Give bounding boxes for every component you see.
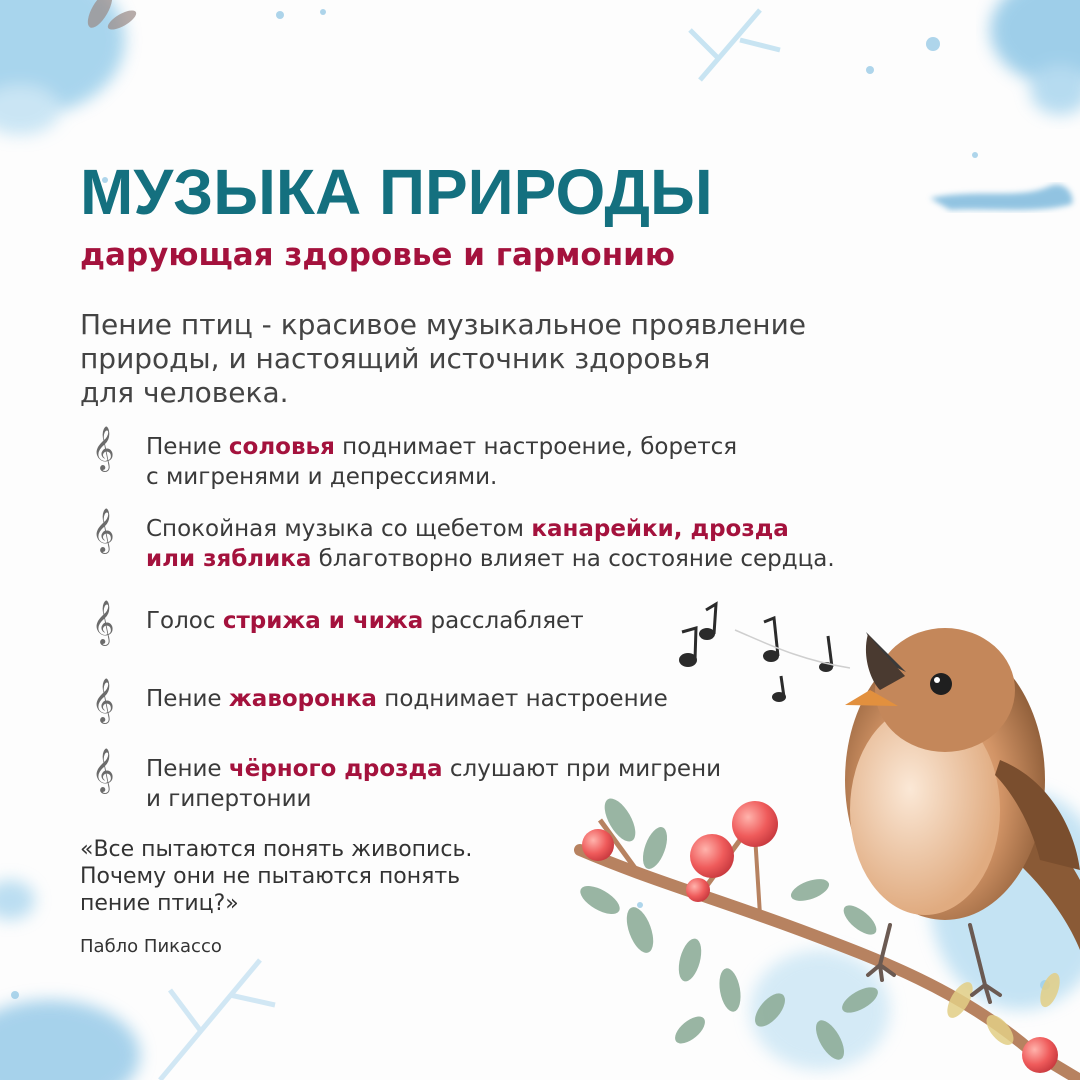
bird-eye <box>930 673 952 695</box>
text-segment: поднимает настроение, борется <box>334 434 738 460</box>
treble-clef-icon: 𝄞 <box>92 426 115 470</box>
text-segment: расслабляет <box>423 608 584 634</box>
text-segment: поднимает настроение <box>376 686 668 712</box>
treble-clef-icon: 𝄞 <box>92 508 115 552</box>
quote-line: «Все пытаются понять живопись. <box>80 837 473 862</box>
quote <box>80 836 472 917</box>
intro-line: природы, и настоящий источник здоровья <box>80 342 711 375</box>
music-notes <box>679 604 850 702</box>
watercolor-stroke-right <box>930 185 1073 210</box>
list-item <box>92 600 584 644</box>
berry-icon <box>686 878 710 902</box>
treble-clef-icon: 𝄞 <box>92 678 115 722</box>
list-item-line <box>146 784 721 814</box>
page-subtitle: дарующая здоровье и гармонию <box>80 237 675 273</box>
list-item <box>92 678 668 722</box>
list-item-line <box>146 754 721 784</box>
list-item <box>92 426 738 492</box>
intro-text <box>80 308 960 410</box>
quote-author: Пабло Пикассо <box>80 936 222 957</box>
text-segment: Пение <box>146 686 229 712</box>
text-segment: с мигренями и депрессиями. <box>146 464 498 490</box>
bird-name-highlight: чёрного дрозда <box>228 756 443 782</box>
text-segment: и гипертонии <box>146 786 312 812</box>
list-item-line <box>146 544 835 574</box>
intro-line: Пение птиц - красивое музыкальное проявление <box>80 308 807 341</box>
list-item-line <box>146 462 737 492</box>
watercolor-splash-top-right <box>990 0 1080 115</box>
music-note-icon <box>679 628 697 667</box>
bird-name-highlight: соловья <box>228 434 335 460</box>
text-segment: Пение <box>146 434 229 460</box>
list-item-line <box>146 432 737 462</box>
treble-clef-icon: 𝄞 <box>92 748 115 792</box>
list-item-text <box>146 432 737 492</box>
leaf-branch-top <box>690 10 780 80</box>
music-note-icon <box>699 604 716 640</box>
berry-icon <box>732 801 778 847</box>
music-note-icon <box>819 636 833 672</box>
page-title: МУЗЫКА ПРИРОДЫ <box>80 156 713 228</box>
text-segment: Голос <box>146 608 223 634</box>
list-item-line <box>146 684 668 714</box>
berry-icon <box>1022 1037 1058 1073</box>
list-item-line <box>146 606 584 636</box>
treble-clef-icon: 𝄞 <box>92 600 115 644</box>
text-segment: Спокойная музыка со щебетом <box>146 516 532 542</box>
list-item-line <box>146 514 835 544</box>
watercolor-splash-top-left <box>0 0 125 135</box>
list-item-text <box>146 606 584 636</box>
berry-icon <box>690 834 734 878</box>
berry-icon <box>582 829 614 861</box>
list-item-text <box>146 684 668 714</box>
list-item-text <box>146 754 721 814</box>
text-segment: благотворно влияет на состояние сердца. <box>311 546 835 572</box>
bird-name-highlight: канарейки, дрозда <box>531 516 789 542</box>
quote-line: пение птиц?» <box>80 891 239 916</box>
list-item <box>92 748 722 814</box>
text-segment: слушают при мигрени <box>442 756 722 782</box>
quote-line: Почему они не пытаются понять <box>80 864 461 889</box>
list-item <box>92 508 835 574</box>
bird-name-highlight: стрижа и чижа <box>222 608 424 634</box>
leaf-branch-bottom-left <box>160 960 275 1080</box>
music-note-icon <box>772 676 786 702</box>
music-note-icon <box>763 618 779 662</box>
intro-line: для человека. <box>80 376 289 409</box>
list-item-text <box>146 514 835 574</box>
bird-name-highlight: или зяблика <box>146 546 312 572</box>
text-segment: Пение <box>146 756 229 782</box>
bird-name-highlight: жаворонка <box>228 686 377 712</box>
